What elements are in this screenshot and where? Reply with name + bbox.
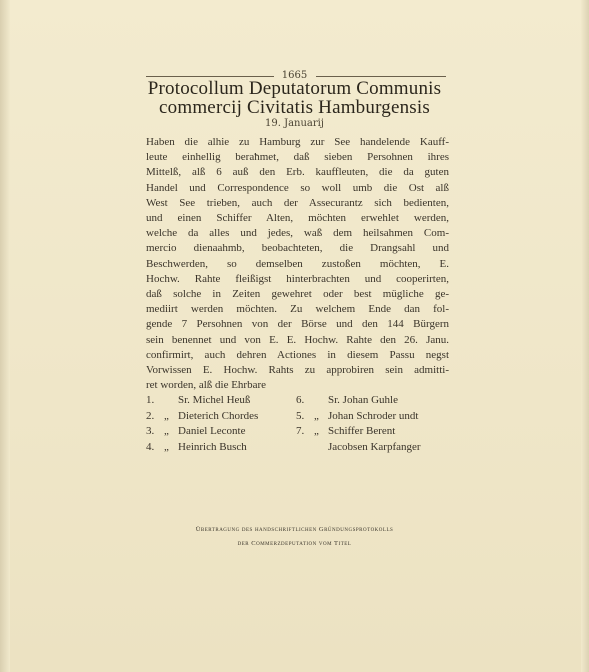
body-line: West See trieben, auch der Assecurantz sich bedienten, [146, 196, 449, 209]
body-line: Vorwissen E. Hochw. Rahts zu approbiren sein admitti- [146, 364, 449, 377]
name-number: 1. [146, 394, 155, 406]
body-line: ret worden, alß die Ehrbare [146, 379, 267, 392]
name-entry [296, 440, 456, 456]
body-line: mediirt werden möchten. Zu welchem Ende dan fol- [146, 303, 449, 316]
body-line: mercio dienaahmb, beobachteten, die Drangsahl und [146, 242, 449, 255]
name-entry [146, 393, 296, 409]
body-line: und einen Schiffer Alten, möchten erwehlet werden, [146, 212, 449, 225]
document-date: 19. Januarij [265, 118, 324, 129]
name-ditto: „ [164, 425, 169, 437]
name-ditto: „ [164, 409, 169, 422]
names-column-right [296, 393, 456, 455]
body-line: Mittelß, alß 6 auß den Erb. kauffleuten, die da guten [146, 166, 449, 179]
body-line: Beschwerden, so demselben zustoßen möchten, E. [146, 257, 449, 270]
name-number: 7. [296, 425, 305, 437]
protocol-body [146, 135, 449, 393]
caption-line2: der Commerzdeputation vom Titel [237, 540, 352, 547]
body-line: leute einhellig beraħmet, daß sieben Persohnen ihres [146, 151, 449, 164]
name-number: 6. [296, 394, 305, 406]
name-text: Jacobsen Karpfanger [328, 440, 421, 453]
name-number: 5. [296, 409, 305, 422]
body-line: Hochw. Rahte fleißigst hinterbrachten und cooperirten, [146, 272, 449, 285]
document-year: 1665 [281, 70, 308, 81]
body-line: sein benennet und von E. E. Hochw. Rahte den 26. Janu. [146, 333, 449, 346]
document-title-line2: commercij Civitatis Hamburgensis [159, 97, 430, 118]
body-line: gende 7 Persohnen von der Börse und den 144 Bürgern [146, 318, 449, 331]
body-line: confirmirt, auch dehren Actiones in diesem Passu negst [146, 348, 449, 361]
name-text: Dieterich Chordes [178, 409, 259, 422]
name-entry [296, 393, 456, 409]
name-entry [146, 440, 296, 456]
name-text: Heinrich Busch [178, 440, 247, 453]
name-number: 4. [146, 440, 155, 453]
name-text: Sr. Johan Guhle [328, 394, 398, 406]
name-entry [146, 409, 296, 425]
body-line: Haben die alhie zu Hamburg zur See handelende Kauff- [146, 136, 449, 148]
name-number: 3. [146, 425, 155, 437]
name-text: Schiffer Berent [328, 425, 396, 437]
name-number: 2. [146, 409, 155, 422]
body-line: daß solche in Zeiten gewehret oder best mügliche ge- [146, 288, 449, 301]
caption-line1: Übertragung des handschriftlichen Gründungsprotokolls [195, 526, 394, 533]
document-title-line1: Protocollum Deputatorum Communis [147, 78, 442, 99]
name-text: Sr. Michel Heuß [178, 394, 251, 406]
name-entry [296, 409, 456, 425]
name-entry [146, 424, 296, 440]
names-column-left [146, 393, 296, 455]
name-ditto: „ [164, 440, 169, 453]
name-ditto: „ [314, 425, 319, 437]
name-entry [296, 424, 456, 440]
name-text: Johan Schroder undt [328, 409, 419, 422]
body-line: welche da alles und jedes, waß dem heilsahmen Com- [146, 227, 449, 240]
body-line: Handel und Correspondence so woll umb die Ost alß [146, 181, 449, 194]
name-ditto: „ [314, 409, 319, 422]
name-text: Daniel Leconte [178, 425, 246, 437]
